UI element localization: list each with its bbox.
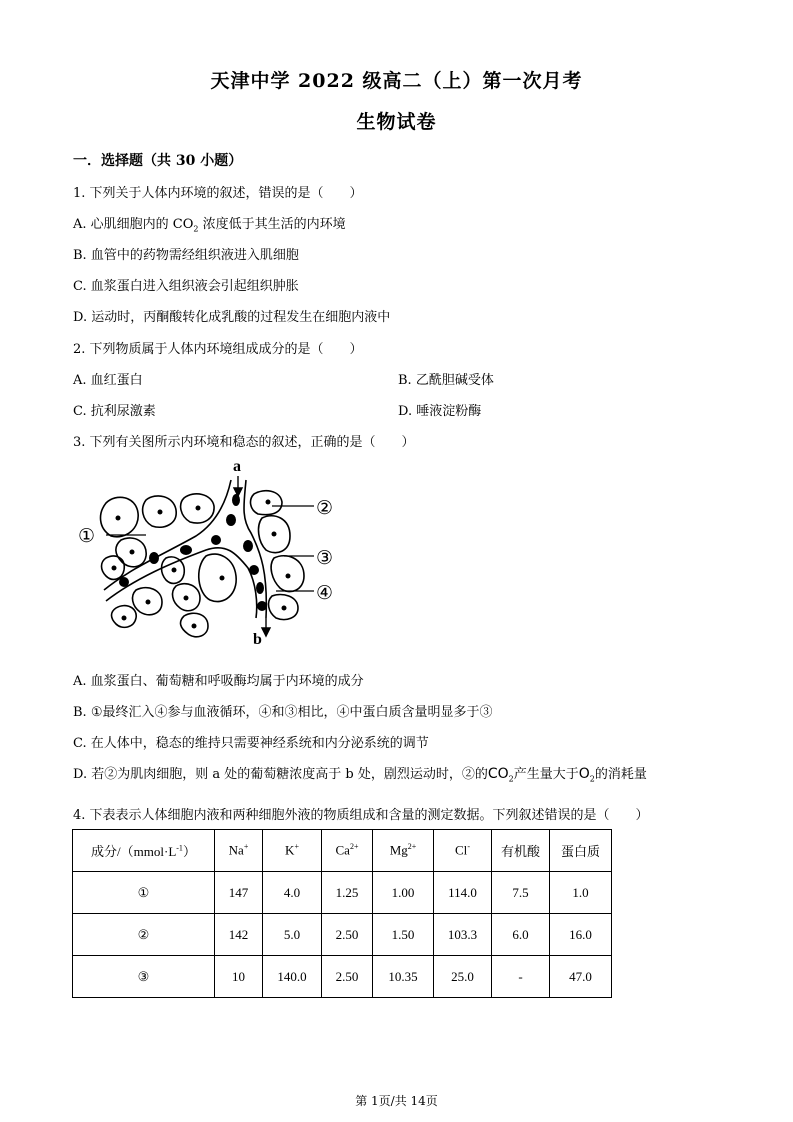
composition-table	[72, 829, 612, 998]
table-cell: 142	[215, 914, 263, 956]
header-unit-end: ）	[182, 844, 196, 859]
table-cell: 2.50	[322, 914, 373, 956]
table-header-row	[73, 830, 612, 872]
question-3-option-d	[73, 763, 647, 784]
header-unit	[73, 830, 215, 872]
table-cell: 10.35	[373, 956, 434, 998]
q1-a-sub: 2	[193, 224, 199, 234]
question-2-option-c: C. 抗利尿激素	[73, 404, 156, 419]
label-a: a	[233, 458, 241, 475]
tissue-diagram	[76, 458, 356, 648]
table-cell: 1.50	[373, 914, 434, 956]
question-1-stem: 1. 下列关于人体内环境的叙述，错误的是（ ）	[73, 186, 363, 201]
table-cell: 5.0	[263, 914, 322, 956]
header-cell: Cl-	[434, 830, 492, 872]
section-heading: 一．选择题（共 30 小题）	[73, 153, 243, 169]
row-label: ②	[73, 914, 215, 956]
q3-d-o: O	[578, 766, 590, 782]
q3-d-mid: 产生量大于	[513, 767, 579, 782]
question-1-option-c: C. 血浆蛋白进入组织液会引起组织肿胀	[73, 279, 299, 294]
label-2: ②	[316, 497, 334, 519]
question-1-option-a	[73, 213, 346, 234]
header-cell: $Mg^{2+}$	[373, 830, 434, 872]
table-row	[73, 914, 612, 956]
table-cell: 2.50	[322, 956, 373, 998]
table-cell: 6.0	[492, 914, 550, 956]
table-cell: 16.0	[550, 914, 612, 956]
table-cell: -	[492, 956, 550, 998]
header-cell: K+	[263, 830, 322, 872]
q3-d-text: D. 若②为肌肉细胞，则 a 处的葡萄糖浓度高于 b 处，剧烈运动时，②的	[73, 767, 488, 782]
question-2-option-a: A. 血红蛋白	[73, 373, 143, 388]
label-1: ①	[78, 525, 96, 547]
q3-d-end: 的消耗量	[594, 767, 647, 782]
table-cell: 4.0	[263, 872, 322, 914]
table-cell: 1.00	[373, 872, 434, 914]
q1-a-text-end: 浓度低于其生活的内环境	[198, 217, 346, 232]
question-1-option-b: B. 血管中的药物需经组织液进入肌细胞	[73, 248, 299, 263]
tissue-cell	[199, 554, 236, 602]
header-unit-text: 成分/（mmol·L	[91, 844, 177, 859]
q3-d-co: CO	[487, 766, 509, 782]
question-2-option-b: B. 乙酰胆碱受体	[398, 373, 494, 388]
header-cell: 有机酸	[492, 830, 550, 872]
table-cell: 147	[215, 872, 263, 914]
header-unit-sup: -1	[176, 843, 183, 853]
question-2-stem: 2. 下列物质属于人体内环境组成成分的是（ ）	[73, 342, 363, 357]
question-1-option-d: D. 运动时，丙酮酸转化成乳酸的过程发生在细胞内液中	[73, 310, 391, 325]
q3-d-sub-2: 2	[589, 774, 595, 784]
label-b: b	[253, 631, 262, 648]
table-cell: 7.5	[492, 872, 550, 914]
table-cell: 114.0	[434, 872, 492, 914]
page-subtitle: 生物试卷	[356, 111, 437, 133]
header-cell: 蛋白质	[550, 830, 612, 872]
question-4-stem: 4. 下表表示人体细胞内液和两种细胞外液的物质组成和含量的测定数据。下列叙述错误的是（ ）	[73, 808, 649, 823]
table-cell: 25.0	[434, 956, 492, 998]
table-cell: 103.3	[434, 914, 492, 956]
q1-a-text: A. 心肌细胞内的 CO	[73, 217, 194, 232]
table-cell: 47.0	[550, 956, 612, 998]
question-3-option-c: C. 在人体中，稳态的维持只需要神经系统和内分泌系统的调节	[73, 736, 429, 751]
header-cell: $Ca^{2+}$	[322, 830, 373, 872]
table-cell: 140.0	[263, 956, 322, 998]
table-row	[73, 956, 612, 998]
q3-d-sub: 2	[508, 774, 514, 784]
question-3-option-a: A. 血浆蛋白、葡萄糖和呼吸酶均属于内环境的成分	[73, 674, 364, 689]
row-label: ①	[73, 872, 215, 914]
table-row	[73, 872, 612, 914]
table-cell: 1.0	[550, 872, 612, 914]
page-footer: 第 1页/共 14页	[355, 1094, 438, 1108]
header-cell: Na+	[215, 830, 263, 872]
label-3: ③	[316, 547, 334, 569]
question-3-stem: 3. 下列有关图所示内环境和稳态的叙述，正确的是（ ）	[73, 435, 415, 450]
row-label: ③	[73, 956, 215, 998]
label-4: ④	[316, 582, 334, 604]
table-cell: 1.25	[322, 872, 373, 914]
question-3-option-b: B. ①最终汇入④参与血液循环，④和③相比，④中蛋白质含量明显多于③	[73, 705, 493, 720]
question-2-option-d: D. 唾液淀粉酶	[398, 404, 482, 419]
page-title: 天津中学 2022 级高二（上）第一次月考	[210, 70, 583, 92]
table-cell: 10	[215, 956, 263, 998]
